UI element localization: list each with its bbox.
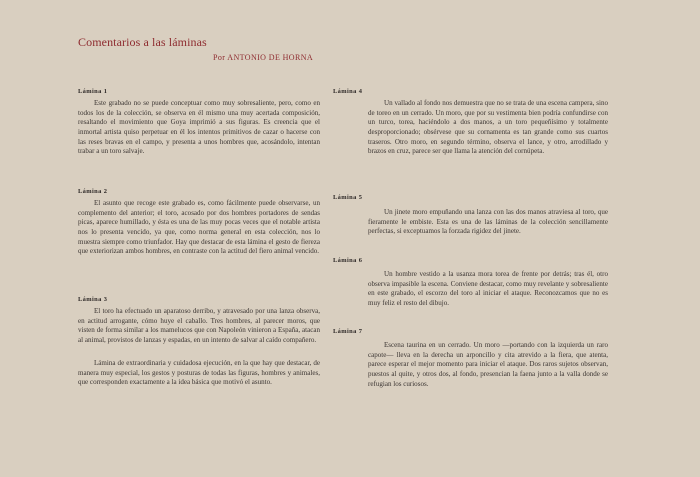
lamina-7-label: Lámina 7 bbox=[333, 328, 363, 335]
lamina-3-text-1: El toro ha efectuado un aparatoso derribo, y atravesado por una lanza observa, en actitud arrogante, cómo huye el caballo. Tres hombres, al parecer moros, que visten de forma similar a los mamelucos que con Napoleón vinieron a España, atacan al animal, provistos de lanzas y espadas, en un intento de salvar al caído compañero. bbox=[78, 307, 320, 344]
lamina-1-label: Lámina 1 bbox=[78, 88, 108, 95]
lamina-3-label: Lámina 3 bbox=[78, 296, 108, 303]
page-title: Comentarios a las láminas bbox=[78, 35, 207, 49]
lamina-1-text: Este grabado no se puede conceptuar como muy sobresaliente, pero, como en todos los de la colección, se observa en él mismo una muy acertada composición, resaltando el movimiento que Goya imprimió a sus figuras. Es creencia que el inmortal artista quiso perpetuar en él los intentos primitivos de cazar o hacerse con las reses bravas en el campo, y presenta a unos hombres que, acosándolo, intentan trabar a un toro salvaje. bbox=[78, 99, 320, 156]
lamina-6-text: Un hombre vestido a la usanza mora torea de frente por detrás; tras él, otro observa impasible la escena. Conviene destacar, como muy revelante y sobresaliente en este grabado, el escorzo del toro al iniciar el ataque. Reconozcamos que no es muy feliz el resto del dibujo. bbox=[368, 270, 608, 307]
lamina-4-label: Lámina 4 bbox=[333, 88, 363, 95]
lamina-2-text: El asunto que recoge este grabado es, como fácilmente puede observarse, un complemento del anterior; el toro, acosado por dos hombres portadores de sendas picas, aparece humillado, y ésta es una de las muy pocas veces que el notable artista nos lo presenta vencido, ya que, como norma general en esta colección, nos lo muestra siempre como triunfador. Hay que destacar de esta lámina el gesto de fiereza que exteriorizan ambos hombres, en contraste con la actitud del fiero animal vencido. bbox=[78, 199, 320, 256]
lamina-7-text: Escena taurina en un cerrado. Un moro —portando con la izquierda un raro capote— lleva en la derecha un arponcillo y cita atrevido a la fiera, que atenta, parece esperar el mejor momento para iniciar el ataque. Dos raros sujetos observan, puestos al quite, y otros dos, al fondo, presencian la faena junto a la valla donde se refugian los curiosos. bbox=[368, 341, 608, 388]
lamina-4-text: Un vallado al fondo nos demuestra que no se trata de una escena campera, sino de toreo en un cerrado. Un moro, que por su vestimenta bien podría confundirse con un turco, torea, haciéndolo a dos manos, a un toro pequeñísimo y totalmente desproporcionado; obsérvese que su cornamenta es tan grande como sus cuartos traseros. Otro moro, en segundo término, observa el lance, y otro, arrodillado y brazos en cruz, parece ser que llama la atención del cornúpeta. bbox=[368, 99, 608, 156]
lamina-5-label: Lámina 5 bbox=[333, 194, 363, 201]
lamina-3-text-2: Lámina de extraordinaria y cuidadosa ejecución, en la que hay que destacar, de manera muy especial, los gestos y posturas de todas las figuras, hombres y animales, que corresponden exactamente a la idea básica que motivó el asunto. bbox=[78, 359, 320, 387]
lamina-5-text: Un jinete moro empuñando una lanza con las dos manos atraviesa al toro, que fieramente le embiste. Esta es una de las láminas de la colección sencillamente perfectas, si exceptuamos la forzada rigidez del jinete. bbox=[368, 208, 608, 236]
author-byline: Por ANTONIO DE HORNA bbox=[213, 53, 314, 62]
lamina-2-label: Lámina 2 bbox=[78, 188, 108, 195]
lamina-6-label: Lámina 6 bbox=[333, 257, 363, 264]
